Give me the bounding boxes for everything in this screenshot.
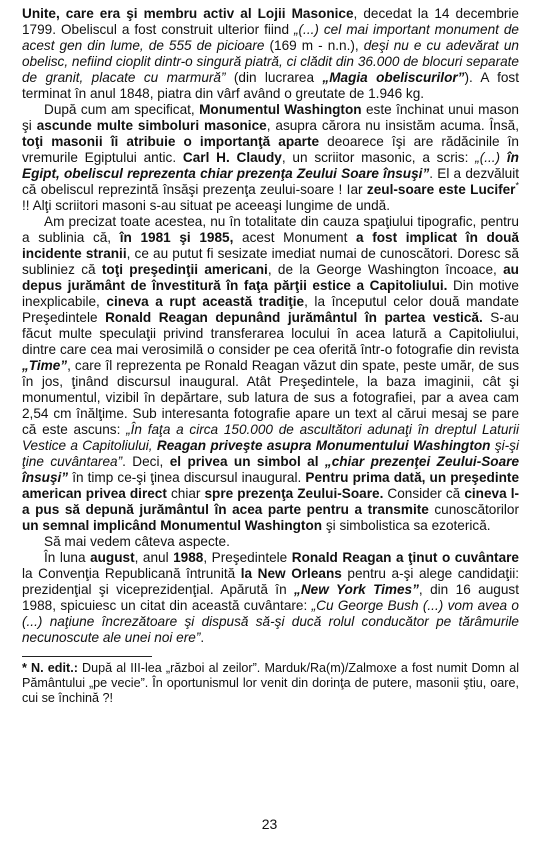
text-run: Am precizat toate acestea, nu în totalitate din cauza spaţiului tipografic, pentru a sublinia că, <box>22 214 519 245</box>
text-run: în 1981 şi 1985, <box>119 230 234 245</box>
text-run: în timp ce-şi ţinea discursul inaugural. <box>68 470 306 485</box>
text-run: Ronald Reagan a ţinut o cuvântare <box>291 550 519 565</box>
text-run: pentru a-şi alege candidaţii: prezidenţial şi viceprezidenţial. Apărută în <box>22 566 520 597</box>
text-run: . Deci, <box>122 454 170 469</box>
text-run: , Preşedintele <box>203 550 292 565</box>
text-run: august <box>90 550 135 565</box>
text-run: ). A fost terminat în anul 1848, piatra din vârf având o greutate de 1.946 kg. <box>22 70 520 101</box>
text-run: , la începutul celor două mandate Preşedintele <box>22 294 519 325</box>
text-run: au depus jurământ de învestitură în faţa părţii estice a Capitoliului. <box>22 262 519 293</box>
text-run: După al III-lea „război al zeilor”. Marduk/Ra(m)/Zalmoxe a fost numit Domn al Pământului „pe vecie”. În oportunismul lor venit din dorinţa de putere, masonii ştiu, oare, cui se închină ?! <box>22 661 519 705</box>
text-run: Unite, care era şi membru activ al Lojii Masonice <box>22 6 354 21</box>
paragraph <box>22 550 519 646</box>
text-run: , anul <box>134 550 174 565</box>
text-run: . <box>200 630 205 645</box>
paragraph <box>22 534 519 550</box>
text-run: , decedat la 14 decembrie 1799. Obeliscul a fost construit ulterior fiind <box>22 6 519 37</box>
text-run: . El a dezvăluit că obeliscul reprezintă însăşi prezenţa zeului-soare ! Iar <box>22 166 519 197</box>
paragraph <box>22 6 519 102</box>
text-run: Din motive inexplicabile, <box>22 278 519 309</box>
text-run: Ronald Reagan depunând jurământul în partea vestică. <box>105 310 483 325</box>
text-run: !! Alţi scriitori masoni s-au situat pe aceeaşi lungime de undă. <box>22 198 390 213</box>
footnote <box>22 661 519 706</box>
text-run: , asupra cărora nu insistăm acuma. Însă, <box>266 118 519 133</box>
text-run: „(...) <box>475 150 507 165</box>
text-run: În luna <box>44 550 91 565</box>
text-run: cineva a rupt această tradiţie <box>106 294 305 309</box>
text-run: Consider că <box>383 486 465 501</box>
text-run: Reagan priveşte asupra Monumentului Washington <box>156 438 491 453</box>
text-run: „Cu George Bush (...) vom avea o (...) naţiune încrezătoare şi dispusă să-şi ducă rolul conducător pe tărâmurile necunoscute ale unei noi ere” <box>22 598 519 645</box>
text-run: „chiar prezenţei Zeului-Soare însuşi” <box>22 454 520 485</box>
text-run: „New York Times” <box>294 582 419 597</box>
text-run: cunoscătorilor <box>428 502 519 517</box>
text-run: Carl H. Claudy <box>182 150 282 165</box>
text-run: zeul-soare este Lucifer <box>366 182 516 197</box>
text-run: Monumentul Washington <box>199 102 362 117</box>
text-run: ascunde multe simboluri masonice <box>36 118 267 133</box>
text-run: Să mai vedem câteva aspecte. <box>44 534 230 549</box>
text-run: este închinat unui mason şi <box>22 102 519 133</box>
text-run: * <box>515 180 519 191</box>
text-run: „(...) cel mai important monument de acest gen din lume, de 555 de picioare <box>22 22 519 53</box>
text-run: deoarece îşi are rădăcinile în vremurile Egiptului antic. <box>22 134 519 165</box>
text-run: * N. edit.: <box>22 661 78 675</box>
text-run: în Egipt, obeliscul reprezenta chiar prezenţa Zeului Soare însuşi” <box>22 150 519 181</box>
text-run: „Time” <box>22 358 68 373</box>
text-run: „În faţa a circa 150.000 de ascultători adunaţi în dreptul Laturii Vestice a Capitoliului, <box>22 422 519 453</box>
text-run: S-au făcut multe speculaţii privind transferarea locului în acea latură a Capitoliului, dintre care cea mai verosimilă o consider pe cea oferită într-o fotografie din revista <box>22 310 519 357</box>
text-run: chiar <box>166 486 205 501</box>
text-run: un semnal implicând Monumentul Washington <box>22 518 323 533</box>
text-run: 1988 <box>173 550 204 565</box>
text-run: , de la George Washington încoace, <box>267 262 504 277</box>
text-run: , un scriitor masonic, a scris: <box>281 150 476 165</box>
text-run: , care îl reprezenta pe Ronald Reagan văzut din spate, peste umăr, de sus în jos, ţinând discursul inaugural. Atât Preşedintele, la baza imaginii, cât şi monumentul, vizibil în depărtare, sub latura de sus a fotografiei, par a avea cam 2,54 cm înălţime. Sub interesanta fotografie apare un text al cărui mesaj se pare că este ascuns: <box>22 358 519 437</box>
text-run: După cum am specificat, <box>44 102 200 117</box>
text-run: toţi masonii îi atribuie o importanţă aparte <box>22 134 320 149</box>
text-run: acest Monument <box>233 230 357 245</box>
text-run: cineva l-a pus să depună jurământul în acea parte pentru a transmite <box>22 486 520 517</box>
text-run: , ce au putut fi sesizate imediat numai de cunoscători. Doresc să subliniez că <box>22 246 519 277</box>
text-run: (din lucrarea <box>225 70 323 85</box>
text-run: (169 m - n.n.), <box>264 38 364 53</box>
text-run: Pentru prima dată, un preşedinte american privea direct <box>22 470 519 501</box>
text-run: spre prezenţa Zeului-Soare. <box>204 486 384 501</box>
text-run: deşi nu e cu adevărat un obelisc, nefiind cioplit dintr-o singură piatră, ci clădit din 36.000 de blocuri separate de granit, placate cu marmură” <box>22 38 519 85</box>
footnote-separator <box>22 656 152 657</box>
text-run: a fost implicat în două incidente stranii <box>22 230 519 261</box>
text-run: toţi preşedinţii americani <box>101 262 268 277</box>
paragraph <box>22 214 519 534</box>
text-run: el privea un simbol al <box>169 454 325 469</box>
text-run: la New Orleans <box>240 566 342 581</box>
page-number: 23 <box>261 816 278 832</box>
text-run: „Magia obeliscurilor” <box>322 70 465 85</box>
text-run: şi-şi ţine cuvântarea” <box>22 438 519 469</box>
text-run: la Convenţia Republicană întrunită <box>22 566 241 581</box>
text-run: şi simbolistica sa ezoterică. <box>322 518 491 533</box>
paragraph <box>22 102 519 214</box>
body-text <box>22 6 519 646</box>
text-run: , din 16 august 1988, spicuiesc un citat din această cuvântare: <box>22 582 519 613</box>
